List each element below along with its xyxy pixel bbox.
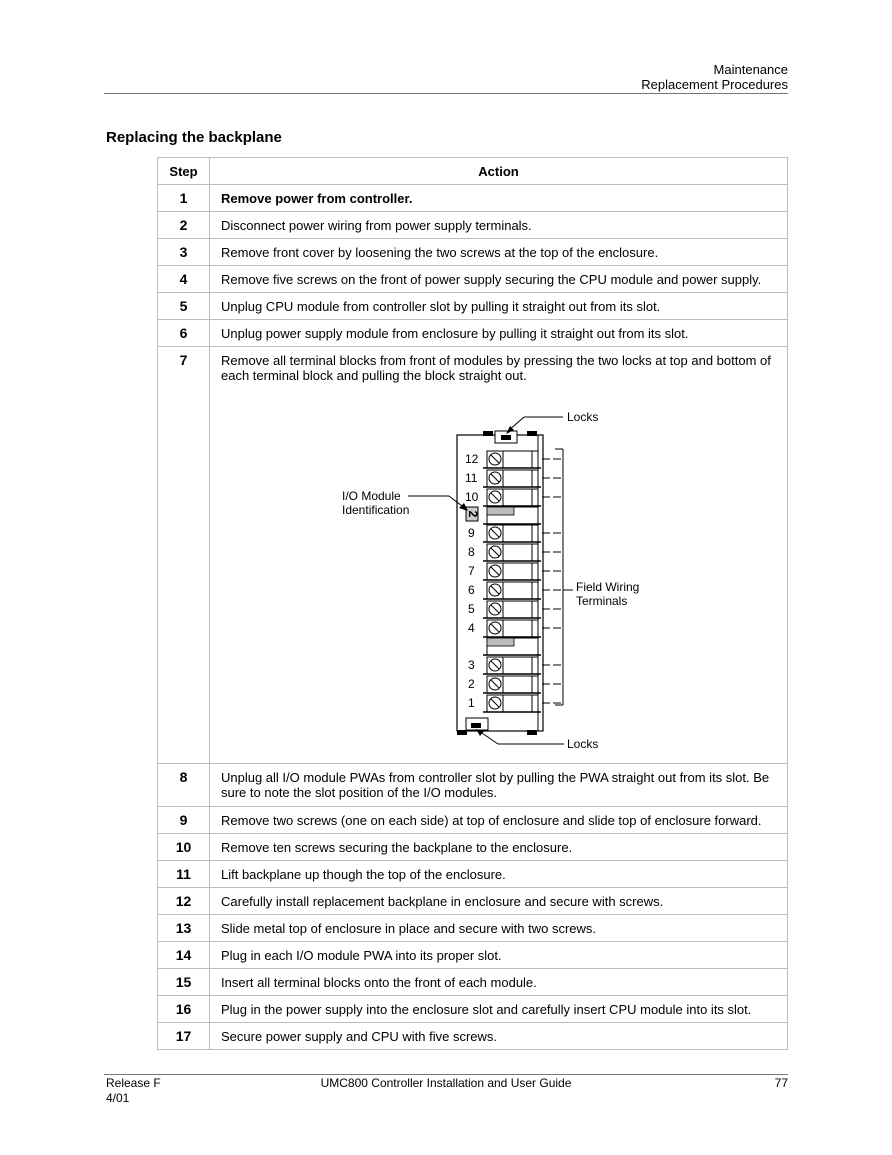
screw-icon <box>489 678 501 690</box>
screw-icon <box>489 453 501 465</box>
screw-icon <box>489 622 501 634</box>
io-module-label-line1: I/O Module <box>342 489 401 503</box>
step-number: 7 <box>158 347 210 764</box>
section-title: Replacing the backplane <box>106 129 282 146</box>
terminal-number: 5 <box>468 602 475 616</box>
table-row <box>158 266 788 293</box>
step-action: Secure power supply and CPU with five screws. <box>210 1023 788 1050</box>
page-header <box>641 62 788 92</box>
step-action: Lift backplane up though the top of the enclosure. <box>210 861 788 888</box>
screw-icon <box>489 472 501 484</box>
terminal-number: 1 <box>468 696 475 710</box>
footer-release-label: Release F <box>106 1076 161 1090</box>
table-row <box>158 320 788 347</box>
step-number: 4 <box>158 266 210 293</box>
terminal-row <box>483 657 541 674</box>
locks-top-label: Locks <box>567 410 599 424</box>
step-action: Unplug power supply module from enclosure by pulling it straight out from its slot. <box>210 320 788 347</box>
terminal-row <box>483 695 541 712</box>
header-chapter: Maintenance <box>713 62 788 77</box>
step-number: 13 <box>158 915 210 942</box>
field-wiring-bracket <box>542 449 573 705</box>
top-lock-icon <box>495 431 517 443</box>
screw-icon <box>489 546 501 558</box>
screw-icon <box>489 584 501 596</box>
terminal-number: 4 <box>468 621 475 635</box>
terminal-row <box>483 676 541 693</box>
footer-release <box>106 1076 161 1106</box>
step-number: 17 <box>158 1023 210 1050</box>
terminal-block-figure <box>221 387 781 757</box>
field-wiring-label-line2: Terminals <box>576 594 628 608</box>
terminal-separator-row <box>483 507 541 524</box>
step-action: Disconnect power wiring from power supply terminals. <box>210 212 788 239</box>
terminal-row <box>483 601 541 618</box>
step-number: 5 <box>158 293 210 320</box>
table-row <box>158 942 788 969</box>
step-number: 14 <box>158 942 210 969</box>
step-column-header: Step <box>158 158 210 185</box>
step-number: 6 <box>158 320 210 347</box>
terminal-number: 10 <box>465 490 479 504</box>
terminal-number: 6 <box>468 583 475 597</box>
step-number: 15 <box>158 969 210 996</box>
table-row <box>158 888 788 915</box>
table-row <box>158 764 788 807</box>
table-row <box>158 807 788 834</box>
table-row <box>158 834 788 861</box>
terminal-row <box>483 489 541 506</box>
action-column-header: Action <box>210 158 788 185</box>
terminal-row <box>483 544 541 561</box>
step-number: 2 <box>158 212 210 239</box>
terminal-number: 12 <box>465 452 479 466</box>
terminal-row <box>483 563 541 580</box>
terminal-row <box>483 620 541 637</box>
table-row <box>158 347 788 764</box>
table-row <box>158 915 788 942</box>
table-row <box>158 996 788 1023</box>
footer-doc-title: UMC800 Controller Installation and User Guide <box>320 1076 572 1090</box>
terminal-row <box>483 525 541 542</box>
step-number: 12 <box>158 888 210 915</box>
page-number: 77 <box>774 1076 788 1090</box>
step-action: Remove ten screws securing the backplane to the enclosure. <box>210 834 788 861</box>
terminal-number: 8 <box>468 545 475 559</box>
step-action: Slide metal top of enclosure in place and secure with two screws. <box>210 915 788 942</box>
module-id-badge <box>466 507 480 521</box>
step-action: Remove power from controller. <box>210 185 788 212</box>
step-number: 8 <box>158 764 210 807</box>
footer-date: 4/01 <box>106 1091 130 1105</box>
bottom-lock-icon <box>466 718 488 730</box>
step-action: Insert all terminal blocks onto the front of each module. <box>210 969 788 996</box>
terminal-number: 2 <box>468 677 475 691</box>
step-number: 9 <box>158 807 210 834</box>
step-number: 11 <box>158 861 210 888</box>
footer-rule <box>104 1074 788 1075</box>
screw-icon <box>489 527 501 539</box>
step-action: Remove all terminal blocks from front of modules by pressing the two locks at top and bottom of each terminal block and pulling the block straight out. <box>221 353 771 383</box>
step-action: Unplug all I/O module PWAs from controller slot by pulling the PWA straight out from its slot. Be sure to note the slot position of the I/O modules. <box>210 764 788 807</box>
table-row <box>158 185 788 212</box>
step-action: Remove front cover by loosening the two screws at the top of the enclosure. <box>210 239 788 266</box>
screw-icon <box>489 659 501 671</box>
terminal-number: 3 <box>468 658 475 672</box>
io-module-label-line2: Identification <box>342 503 410 517</box>
terminal-rows <box>483 451 541 712</box>
step-action: Unplug CPU module from controller slot by pulling it straight out from its slot. <box>210 293 788 320</box>
terminal-row <box>483 451 541 468</box>
table-row <box>158 1023 788 1050</box>
terminal-number: 11 <box>465 471 478 485</box>
table-row <box>158 239 788 266</box>
procedure-table <box>157 157 788 1050</box>
table-row <box>158 861 788 888</box>
screw-icon <box>489 603 501 615</box>
step-action-with-figure <box>210 347 788 764</box>
table-row <box>158 212 788 239</box>
step-number: 3 <box>158 239 210 266</box>
terminal-row <box>483 582 541 599</box>
terminal-number: 9 <box>468 526 475 540</box>
header-rule <box>104 93 788 94</box>
step-action: Carefully install replacement backplane in enclosure and secure with screws. <box>210 888 788 915</box>
step-number: 10 <box>158 834 210 861</box>
step-number: 1 <box>158 185 210 212</box>
step-number: 16 <box>158 996 210 1023</box>
screw-icon <box>489 565 501 577</box>
step-action: Plug in the power supply into the enclosure slot and carefully insert CPU module into its slot. <box>210 996 788 1023</box>
table-row <box>158 969 788 996</box>
screw-icon <box>489 697 501 709</box>
module-id-number: 2 <box>465 510 480 518</box>
locks-bottom-label: Locks <box>567 737 599 751</box>
table-row <box>158 293 788 320</box>
step-action: Plug in each I/O module PWA into its proper slot. <box>210 942 788 969</box>
table-header-row <box>158 158 788 185</box>
terminal-row <box>483 470 541 487</box>
screw-icon <box>489 491 501 503</box>
step-action: Remove five screws on the front of power supply securing the CPU module and power supply. <box>210 266 788 293</box>
header-section: Replacement Procedures <box>641 77 788 92</box>
field-wiring-label-line1: Field Wiring <box>576 580 640 594</box>
step-action: Remove two screws (one on each side) at top of enclosure and slide top of enclosure forward. <box>210 807 788 834</box>
terminal-number: 7 <box>468 564 475 578</box>
terminal-separator-row <box>483 638 541 655</box>
